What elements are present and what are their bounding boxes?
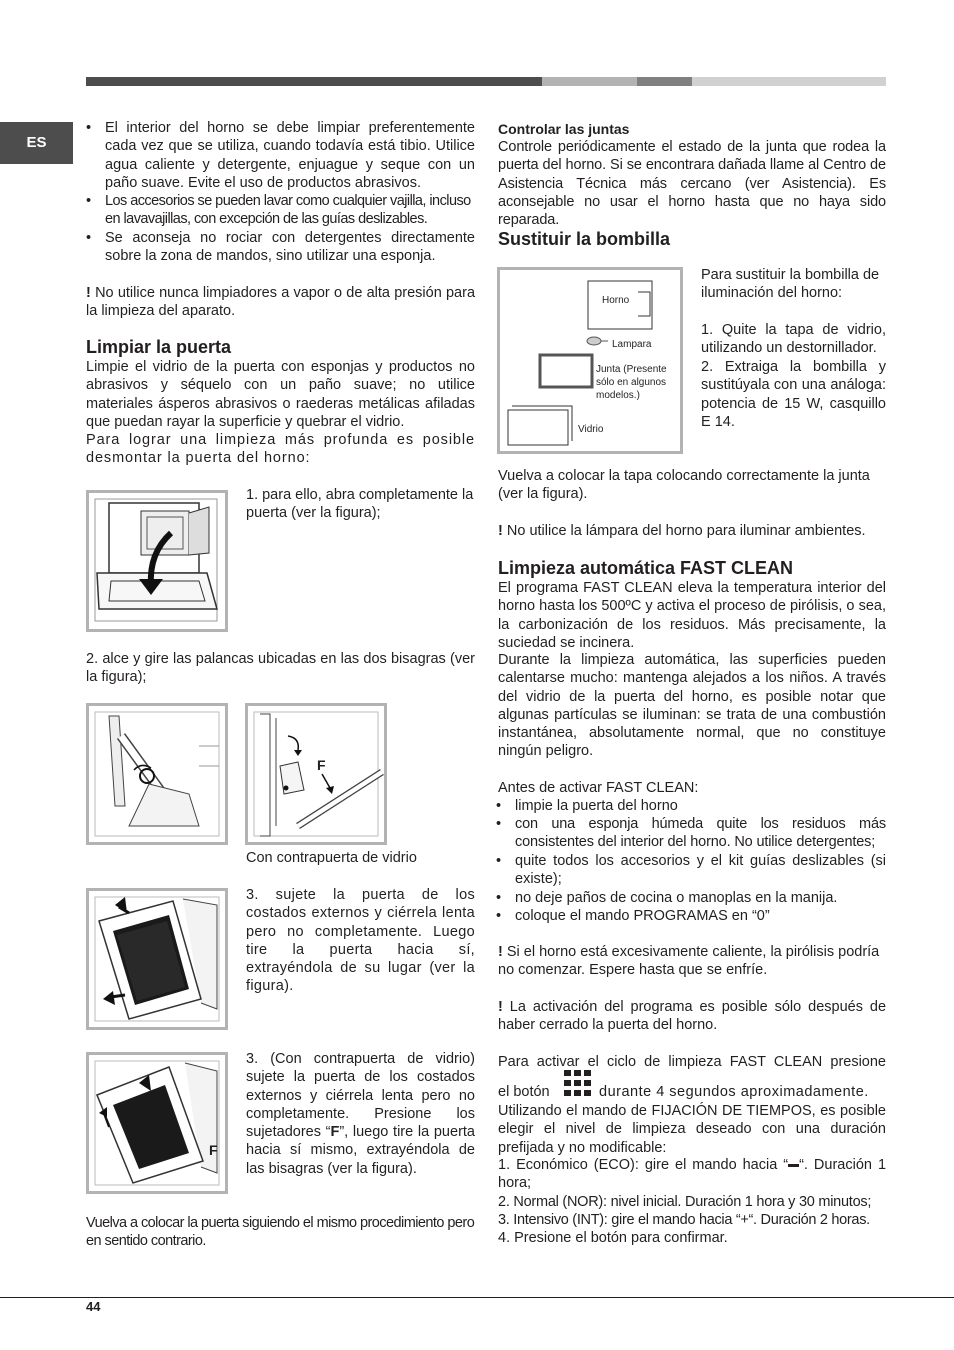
bulb-intro: Para sustituir la bombilla de iluminación del horno: bbox=[701, 267, 880, 302]
header-bar-dark bbox=[86, 77, 542, 86]
before-item-5 bbox=[515, 907, 886, 925]
header-bar-pale bbox=[692, 77, 886, 86]
activate-levels-intro: Utilizando el mando de FIJACIÓN DE TIEMPOS, es posible elegir el nivel de limpieza deseado con una duración prefijada y no modificable: bbox=[498, 1103, 886, 1156]
before-item-2 bbox=[515, 815, 886, 852]
level-intensive: 3. Intensivo (INT): gire el mando hacia “+“. Duración 2 horas. bbox=[498, 1212, 870, 1228]
door-final-text: Vuelva a colocar la puerta siguiendo el mismo procedimiento pero en sentido contrario. bbox=[86, 1215, 475, 1250]
warning-steam bbox=[86, 284, 475, 321]
header-bar-light bbox=[542, 77, 637, 86]
bullet-text: Los accesorios se pueden lavar como cualquier vajilla, incluso en lavavajillas, con excepción de las guías deslizables. bbox=[105, 193, 471, 228]
figure-remove-glass-door bbox=[86, 1052, 228, 1194]
page-number: 44 bbox=[86, 1299, 101, 1314]
bullet-clean-interior bbox=[105, 119, 475, 192]
caption-glass-door: Con contrapuerta de vidrio bbox=[246, 850, 417, 866]
bulb-label-lamp: Lampara bbox=[612, 339, 652, 350]
step-3b-post: ”, luego tire la puerta hacia sí mismo, extrayéndola de las bisagras (ver la figura). bbox=[246, 1124, 475, 1177]
warning-hot-text: Si el horno está excesivamente caliente, la pirólisis podría no comenzar. Espere hasta que se enfríe. bbox=[498, 944, 880, 979]
bulb-warning-text: No utilice la lámpara del horno para iluminar ambientes. bbox=[506, 523, 866, 539]
activate-button-text: el botón bbox=[498, 1084, 550, 1100]
before-item-text: quite todos los accesorios y el kit guías deslizables (si existe); bbox=[515, 853, 886, 888]
figure-bulb bbox=[497, 267, 683, 454]
activate-line-2 bbox=[498, 1067, 886, 1099]
warning-text: No utilice nunca limpiadores a vapor o de alta presión para la limpieza del aparato. bbox=[86, 285, 476, 320]
warning-hot bbox=[498, 943, 888, 980]
before-item-3 bbox=[515, 852, 886, 889]
warning-door-closed bbox=[498, 998, 886, 1035]
step-3-text bbox=[246, 886, 475, 996]
remove-f-label: F bbox=[209, 1142, 218, 1158]
before-item-text: coloque el mando PROGRAMAS en “0” bbox=[515, 908, 770, 924]
door-paragraph-2: Para lograr una limpieza más profunda es posible desmontar la puerta del horno: bbox=[86, 432, 475, 467]
level-eco-text: 1. Económico (ECO): gire el mando hacia “ bbox=[498, 1157, 789, 1173]
warning-door-text: La activación del programa es posible sólo después de haber cerrado la puerta del horno. bbox=[498, 999, 887, 1034]
level-normal: 2. Normal (NOR): nivel inicial. Duración 1 hora y 30 minutos; bbox=[498, 1194, 872, 1210]
step-3b-f: F bbox=[330, 1124, 340, 1141]
header-bar-mid bbox=[637, 77, 692, 86]
hinge-f-label: F bbox=[317, 757, 326, 773]
warning-door-mark: ! bbox=[498, 999, 503, 1015]
step-3-body: 3. sujete la puerta de los costados externos y ciérrela lenta pero no completamente. Luego tire la puerta hacia sí, extrayéndola de su lugar (ver la figura). bbox=[246, 887, 475, 995]
step-1-text: 1. para ello, abra completamente la puerta (ver la figura); bbox=[246, 487, 474, 522]
bulb-warning-mark: ! bbox=[498, 523, 503, 539]
bulb-label-gasket: Junta (Presente sólo en algunos modelos.) bbox=[596, 364, 667, 401]
section-title-bulb: Sustituir la bombilla bbox=[498, 229, 671, 249]
gaskets-text bbox=[498, 138, 886, 229]
figure-hinge bbox=[86, 703, 228, 845]
activate-line-1: Para activar el ciclo de limpieza FAST CLEAN presione bbox=[498, 1054, 886, 1070]
step-2-text: 2. alce y gire las palancas ubicadas en las dos bisagras (ver la figura); bbox=[86, 651, 475, 686]
language-tab bbox=[0, 122, 73, 164]
before-item-text: no deje paños de cocina o manoplas en la manija. bbox=[515, 890, 838, 906]
level-eco-duration: “. Duración 1 hora; bbox=[498, 1157, 887, 1192]
bulb-label-oven: Horno bbox=[602, 295, 630, 306]
figure-remove-door bbox=[86, 888, 228, 1030]
section-title-door: Limpiar la puerta bbox=[86, 337, 232, 357]
fast-clean-paragraph-2: Durante la limpieza automática, las superficies pueden calentarse mucho: mantenga alejados a los niños. A través del vidrio de la puerta del horno, es posible notar que algunas partículas se iluminan: se trata de una combustión instantánea, absolutamente normal, que no constituye ningún peligro. bbox=[498, 652, 886, 760]
activate-duration-text: durante 4 segundos aproximadamente. bbox=[599, 1084, 869, 1100]
bulb-label-glass: Vidrio bbox=[578, 424, 604, 435]
level-confirm: 4. Presione el botón para confirmar. bbox=[498, 1230, 728, 1246]
bullet-accessories bbox=[105, 192, 480, 229]
section-title-fast-clean: Limpieza automática FAST CLEAN bbox=[498, 558, 794, 578]
bulb-replace-text: Vuelva a colocar la tapa colocando correctamente la junta (ver la figura). bbox=[498, 468, 870, 503]
bullet-spray bbox=[105, 229, 475, 266]
before-item-text: con una esponja húmeda quite los residuos más consistentes del interior del horno. No utilice detergentes; bbox=[515, 816, 886, 851]
before-title: Antes de activar FAST CLEAN: bbox=[498, 780, 699, 796]
fast-clean-grid-icon bbox=[563, 1069, 593, 1102]
fast-clean-paragraph-1: El programa FAST CLEAN eleva la temperatura interior del horno hasta los 500ºC y activa el proceso de pirólisis, o sea, la carbonización de los residuos. Más precisamente, la suciedad se incinera. bbox=[498, 580, 886, 651]
before-item-text: limpie la puerta del horno bbox=[515, 798, 678, 814]
door-paragraph-1: Limpie el vidrio de la puerta con esponjas y productos no abrasivos y séquelo con un paño suave; no utilice materiales ásperos abrasivos o raederas metálicas afiladas que puedan rayar la superficie y quebrar el vidrio. bbox=[86, 359, 475, 430]
step-3b-pre: 3. (Con contrapuerta de vidrio) sujete la puerta de los costados externos y ciérrela lenta pero no completamente. Presione los sujetadores “ bbox=[246, 1051, 475, 1141]
bullet-text: Se aconseja no rociar con detergentes directamente sobre la zona de mandos, sino utilizar una esponja. bbox=[105, 230, 475, 265]
warning-hot-mark: ! bbox=[498, 944, 503, 960]
figure-open-door bbox=[86, 490, 228, 632]
language-label: ES bbox=[26, 133, 47, 151]
step-3b-text bbox=[246, 1050, 475, 1178]
before-item-1 bbox=[515, 797, 886, 815]
bullet-text: El interior del horno se debe limpiar preferentemente cada vez que se utiliza, cuando todavía está tibio. Utilice agua caliente y detergente, enjuague y seque con un paño suave. Evite el uso de productos abrasivos. bbox=[105, 120, 475, 191]
bulb-warning bbox=[498, 522, 888, 540]
level-eco bbox=[498, 1156, 886, 1193]
minus-icon bbox=[788, 1164, 799, 1167]
warning-mark: ! bbox=[86, 285, 91, 301]
footer-rule bbox=[0, 1297, 954, 1298]
figure-hinge-glass bbox=[245, 703, 387, 845]
bulb-step-2: 2. Extraiga la bombilla y sustitúyala con una análoga: potencia de 15 W, casquillo E 14. bbox=[701, 359, 886, 430]
bulb-step-1: 1. Quite la tapa de vidrio, utilizando un destornillador. bbox=[701, 322, 886, 357]
gaskets-body: Controle periódicamente el estado de la junta que rodea la puerta del horno. Si se encontrara dañada llame al Centro de Asistencia Técnica más cercano (ver Asistencia). Es aconsejable no usar el horno hasta que no haya sido reparada. bbox=[498, 139, 886, 229]
before-item-4 bbox=[515, 889, 886, 907]
gaskets-title: Controlar las juntas bbox=[498, 121, 630, 137]
